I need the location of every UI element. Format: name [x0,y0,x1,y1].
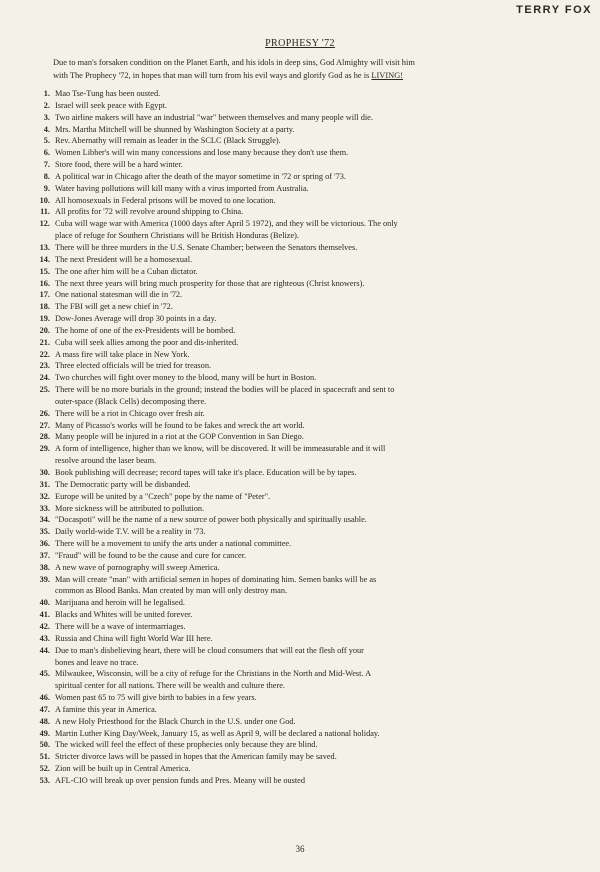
prophecy-item [0,135,600,147]
prophecy-text: outer-space (Black Cells) decomposing there. [55,396,207,406]
page-number: 36 [295,844,305,854]
prophecy-text: common as Blood Banks. Man created by man will only destroy man. [55,586,288,596]
intro-line-1: Due to man's forsaken condition on the Planet Earth, and his idols in deep sins, God Almighty will visit him [53,58,415,67]
prophecy-item [0,313,600,325]
prophecy-text: Daily world-wide T.V. will be a reality in '73. [55,527,206,537]
prophecy-item [0,633,600,645]
prophecy-number: 8. [43,171,50,181]
prophecy-text: There will be no more burials in the ground; instead the bodies will be placed in spacecraft and sent to [55,385,395,395]
prophecy-item [0,254,600,266]
prophecy-number: 49. [39,728,50,738]
prophecy-item [0,609,600,621]
page-title: PROPHESY '72 [265,38,335,49]
prophecy-number: 18. [39,302,50,312]
prophecy-number: 38. [39,562,50,572]
author-header: TERRY FOX [516,4,592,16]
prophecy-text: A mass fire will take place in New York. [55,349,190,359]
prophecy-item [0,514,600,526]
prophecy-text: AFL-CIO will break up over pension funds and Pres. Meany will be ousted [55,775,306,785]
prophecy-number: 21. [39,337,50,347]
prophecy-item [0,289,600,301]
prophecy-item [0,716,600,728]
prophecy-text: A new wave of pornography will sweep America. [55,562,220,572]
prophecy-item [0,206,600,218]
prophecy-number: 36. [39,539,50,549]
prophecy-item [0,301,600,313]
prophecy-number: 53. [39,775,50,785]
prophecy-item [0,183,600,195]
prophecy-item [0,408,600,420]
prophecy-text: "Fraud" will be found to be the cause and cure for cancer. [55,550,247,560]
prophecy-text: There will be a riot in Chicago over fresh air. [55,408,205,418]
prophecy-number: 48. [39,716,50,726]
prophecy-item [0,704,600,716]
prophecy-number: 15. [39,266,50,276]
intro-line-2 [53,70,588,83]
prophecy-item [0,431,600,443]
prophecy-number: 51. [39,752,50,762]
prophecy-item [0,538,600,550]
prophecy-number: 34. [39,515,50,525]
prophecy-number: 13. [39,242,50,252]
prophecy-number: 11. [40,207,50,217]
prophecy-item [0,550,600,562]
prophecy-number: 41. [39,610,50,620]
prophecy-number: 10. [39,195,50,205]
prophecy-number: 30. [39,468,50,477]
prophecy-text: Dow-Jones Average will drop 30 points in a day. [55,314,217,324]
prophecy-number: 14. [39,254,50,264]
prophecy-text: A famine this year in America. [55,704,157,714]
prophecy-text: Rev. Abernathy will remain as leader in the SCLC (Black Struggle). [55,136,281,146]
prophecy-number: 27. [39,420,50,430]
prophecy-item [0,195,600,207]
prophecy-item [0,325,600,337]
prophecy-text: bones and leave no trace. [55,657,139,667]
prophecy-number: 2. [43,100,50,110]
prophecy-item [0,337,600,349]
prophecy-item [0,491,600,503]
prophecy-number: 28. [39,432,50,442]
prophecy-item [0,372,600,384]
prophecy-item [0,467,600,479]
prophecy-item [0,775,600,787]
prophecy-number: 5. [43,136,50,146]
prophecy-text: Marijuana and heroin will be legalised. [55,598,185,608]
intro-paragraph [53,57,588,82]
prophecy-number: 42. [39,621,50,631]
prophecy-text: Stricter divorce laws will be passed in hopes that the American family may be saved. [55,752,337,762]
prophecy-item [0,526,600,538]
prophecy-item [0,147,600,159]
prophecy-text: "Docaspoti" will be the name of a new source of power both physically and spiritually usable. [55,515,367,525]
prophecy-item [0,124,600,136]
prophecy-text: There will be three murders in the U.S. Senate Chamber; between the Senators themselves. [55,242,358,252]
prophecy-text: Store food, there will be a hard winter. [55,160,183,170]
prophecy-text: The wicked will feel the effect of these prophecies only because they are blind. [55,740,318,750]
prophecy-item [0,384,600,408]
prophecy-text: Martin Luther King Day/Week, January 15, as well as April 9, will be declared a national holiday. [55,728,380,738]
prophecy-text: One national statesman will die in '72. [55,290,183,300]
prophecy-item [0,112,600,124]
prophecy-item [0,503,600,515]
prophecy-text: A political war in Chicago after the death of the mayor sometime in '72 or spring of '73. [55,171,347,181]
prophecy-text: Two churches will fight over money to the blood, many will be hurt in Boston. [55,373,317,383]
prophecy-item [0,668,600,692]
prophecy-text: All profits for '72 will revolve around shipping to China. [55,207,244,217]
prophecy-text: A new Holy Priesthood for the Black Church in the U.S. under one God. [55,716,296,726]
prophecy-item [0,159,600,171]
prophecy-number: 3. [43,112,50,122]
intro-line-2-text: with The Prophecy '72, in hopes that man will turn from his evil ways and glorify God as he is [53,70,372,80]
prophecy-text: There will be a wave of intermarriages. [55,621,186,631]
prophecy-item [0,728,600,740]
prophecy-number: 52. [39,764,50,774]
prophecy-text: Water having pollutions will kill many with a virus imported from Australia. [55,183,309,193]
prophecy-item [0,443,600,467]
prophecy-item [0,692,600,704]
prophecy-text: A form of intelligence, higher than we know, will be discovered. It will be immeasurable and it will [55,444,386,454]
prophecy-text: Milwaukee, Wisconsin, will be a city of refuge for the Christians in the North and Mid-West. A [55,669,372,679]
prophecy-item [0,479,600,491]
prophecy-text: place of refuge for Southern Christians will be British Honduras (Belize). [55,231,300,241]
prophecy-text: The one after him will be a Cuban dictator. [55,266,198,276]
prophecy-text: Europe will be united by a "Czech" pope by the name of "Peter". [55,491,271,501]
prophecy-number: 29. [39,444,50,454]
prophecy-text: Mao Tse-Tung has been ousted. [55,89,161,98]
prophecy-text: More sickness will be attributed to pollution. [55,503,205,513]
prophecy-item [0,242,600,254]
prophecy-item [0,597,600,609]
prophecy-item [0,574,600,598]
prophecy-number: 32. [39,491,50,501]
prophecy-item [0,621,600,633]
prophecy-number: 22. [39,349,50,359]
prophecy-text: Due to man's disbelieving heart, there will be cloud consumers that will eat the flesh off your [55,645,364,655]
prophecy-text: Many of Picasso's works will be found to be fakes and wreck the art world. [55,420,305,430]
prophecy-text: The home of one of the ex-Presidents will be bombed. [55,325,236,335]
prophecy-number: 9. [43,183,50,193]
prophecy-text: Zion will be built up in Central America. [55,764,191,774]
prophecy-text: resolve around the laser beam. [55,456,157,466]
prophecy-number: 43. [39,633,50,643]
prophecy-text: The Democratic party will be disbanded. [55,479,191,489]
prophecy-item [0,763,600,775]
prophecy-number: 19. [39,314,50,324]
prophecy-item [0,739,600,751]
prophecy-number: 37. [39,550,50,560]
prophecy-number: 47. [39,704,50,714]
prophecy-item [0,171,600,183]
prophecy-text: Cuba will wage war with America (1000 days after April 5 1972), and they will be victorious. The only [55,219,398,229]
prophecy-text: Man will create "man" with artificial semen in hopes of dominating him. Semen banks will be as [55,574,377,584]
prophecy-number: 7. [43,160,50,170]
prophecy-number: 40. [39,598,50,608]
prophecy-number: 6. [43,148,50,158]
prophecy-text: The next President will be a homosexual. [55,254,193,264]
prophecy-text: Cuba will seek allies among the poor and dis-inherited. [55,337,239,347]
prophecy-text: Israel will seek peace with Egypt. [55,100,167,110]
prophecy-text: Women past 65 to 75 will give birth to babies in a few years. [55,693,257,703]
prophecy-number: 50. [39,740,50,750]
prophecy-number: 26. [39,408,50,418]
prophecy-number: 25. [39,385,50,395]
prophecy-number: 33. [39,503,50,513]
prophecy-number: 20. [39,325,50,335]
prophecy-text: Russia and China will fight World War III here. [55,633,213,643]
prophecy-text: Blacks and Whites will be united forever. [55,610,193,620]
prophecy-number: 12. [39,219,50,229]
prophecy-number: 24. [39,373,50,383]
prophecy-list [0,88,600,787]
prophecy-number: 35. [39,527,50,537]
prophecy-item [0,420,600,432]
prophecy-number: 39. [39,574,50,584]
prophecy-text: Book publishing will decrease; record tapes will take it's place. Education will be by tapes. [55,468,357,477]
prophecy-item [0,278,600,290]
prophecy-item [0,266,600,278]
prophecy-item [0,751,600,763]
prophecy-text: Mrs. Martha Mitchell will be shunned by Washington Society at a party. [55,124,295,134]
prophecy-number: 4. [43,124,50,134]
prophecy-item [0,360,600,372]
prophecy-item [0,218,600,242]
intro-emphasis: LIVING! [371,70,404,80]
prophecy-text: Three elected officials will be tried for treason. [55,361,212,371]
prophecy-number: 46. [39,693,50,703]
prophecy-number: 1. [43,89,50,98]
prophecy-text: All homosexuals in Federal prisons will be moved to one location. [55,195,276,205]
prophecy-text: Two airline makers will have an industrial "war" between themselves and many people will die. [55,112,373,122]
prophecy-number: 44. [39,645,50,655]
prophecy-text: The next three years will bring much prosperity for those that are righteous (Christ knowers). [55,278,365,288]
prophecy-item [0,645,600,669]
prophecy-item [0,100,600,112]
prophecy-text: The FBI will get a new chief in '72. [55,302,173,312]
prophecy-number: 31. [39,479,50,489]
prophecy-text: Many people will be injured in a riot at the GOP Convention in San Diego. [55,432,304,442]
prophecy-number: 45. [39,669,50,679]
prophecy-item [0,349,600,361]
prophecy-number: 16. [39,278,50,288]
prophecy-text: spiritual center for all nations. There will be wealth and culture there. [55,681,285,691]
prophecy-number: 17. [39,290,50,300]
prophecy-text: Women Libber's will win many concessions and lose many because they don't use them. [55,148,349,158]
prophecy-number: 23. [39,361,50,371]
prophecy-text: There will be a movement to unify the arts under a national committee. [55,539,292,549]
prophecy-item [0,562,600,574]
prophecy-item [0,88,600,100]
